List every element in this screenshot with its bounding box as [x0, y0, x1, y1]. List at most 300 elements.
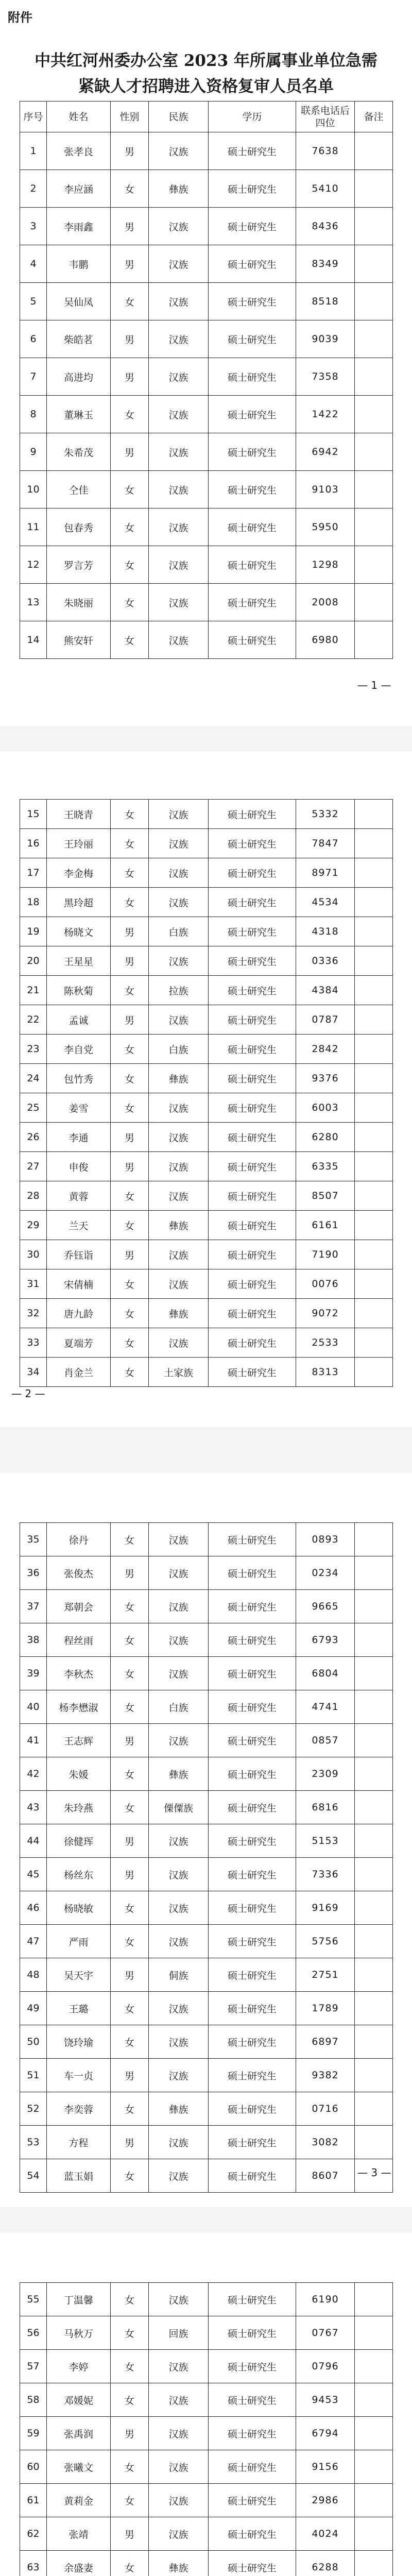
- cell-degree: 硕士研究生: [209, 358, 296, 396]
- header-degree: 学历: [209, 101, 296, 132]
- cell-name: 黄蓉: [47, 1181, 111, 1211]
- cell-name: 兰天: [47, 1211, 111, 1240]
- table-row: [20, 1123, 393, 1152]
- cell-ethnicity: 汉族: [149, 2450, 209, 2484]
- cell-degree: 硕士研究生: [209, 829, 296, 858]
- cell-remark: [355, 2126, 393, 2159]
- cell-gender: 女: [111, 546, 149, 584]
- cell-phone: 9072: [296, 1299, 355, 1328]
- cell-phone: 6335: [296, 1152, 355, 1181]
- cell-name: 蓝玉娟: [47, 2159, 111, 2193]
- cell-gender: 女: [111, 2450, 149, 2484]
- table-row: [20, 584, 393, 621]
- cell-degree: 硕士研究生: [209, 1523, 296, 1556]
- cell-remark: [355, 396, 393, 433]
- cell-phone: 9376: [296, 1064, 355, 1093]
- cell-degree: 硕士研究生: [209, 546, 296, 584]
- cell-remark: [355, 1093, 393, 1123]
- cell-phone: 6942: [296, 433, 355, 471]
- cell-no: 51: [20, 2059, 47, 2092]
- cell-degree: 硕士研究生: [209, 1269, 296, 1299]
- cell-remark: [355, 1992, 393, 2025]
- cell-ethnicity: 土家族: [149, 1358, 209, 1387]
- cell-degree: 硕士研究生: [209, 2283, 296, 2316]
- cell-no: 31: [20, 1269, 47, 1299]
- cell-remark: [355, 2383, 393, 2417]
- cell-phone: 9665: [296, 1590, 355, 1623]
- table-row: [20, 2316, 393, 2350]
- cell-gender: 女: [111, 1211, 149, 1240]
- cell-gender: 女: [111, 2092, 149, 2126]
- cell-degree: 硕士研究生: [209, 2025, 296, 2059]
- cell-phone: 6280: [296, 1123, 355, 1152]
- cell-ethnicity: 彝族: [149, 170, 209, 208]
- table-row: [20, 1791, 393, 1824]
- cell-no: 39: [20, 1657, 47, 1690]
- cell-no: 63: [20, 2551, 47, 2576]
- cell-no: 9: [20, 433, 47, 471]
- document-page-3: [0, 1473, 412, 2207]
- cell-name: 朱希茂: [47, 433, 111, 471]
- cell-degree: 硕士研究生: [209, 1328, 296, 1358]
- table-row: [20, 1690, 393, 1724]
- cell-gender: 女: [111, 283, 149, 320]
- cell-name: 程丝雨: [47, 1623, 111, 1657]
- cell-gender: 女: [111, 1590, 149, 1623]
- cell-no: 10: [20, 471, 47, 509]
- cell-degree: 硕士研究生: [209, 396, 296, 433]
- cell-gender: 男: [111, 2417, 149, 2450]
- cell-degree: 硕士研究生: [209, 2551, 296, 2576]
- table-row: [20, 1757, 393, 1791]
- table-row: [20, 1858, 393, 1891]
- cell-name: 杨晓敏: [47, 1891, 111, 1925]
- cell-ethnicity: 汉族: [149, 1093, 209, 1123]
- cell-phone: 2842: [296, 1035, 355, 1064]
- cell-remark: [355, 829, 393, 858]
- table-row: [20, 1005, 393, 1035]
- cell-remark: [355, 1590, 393, 1623]
- cell-gender: 女: [111, 1035, 149, 1064]
- cell-gender: 女: [111, 976, 149, 1005]
- cell-ethnicity: 汉族: [149, 132, 209, 170]
- table-row: [20, 2417, 393, 2450]
- cell-phone: 0336: [296, 946, 355, 976]
- cell-ethnicity: 汉族: [149, 471, 209, 509]
- cell-degree: 硕士研究生: [209, 1299, 296, 1328]
- cell-degree: 硕士研究生: [209, 2059, 296, 2092]
- cell-degree: 硕士研究生: [209, 208, 296, 245]
- table-row: [20, 2059, 393, 2092]
- table-row: [20, 2450, 393, 2484]
- table-row: [20, 245, 393, 283]
- cell-name: 高进均: [47, 358, 111, 396]
- cell-gender: 女: [111, 2551, 149, 2576]
- cell-name: 朱晓丽: [47, 584, 111, 621]
- table-row: [20, 358, 393, 396]
- cell-ethnicity: 汉族: [149, 1858, 209, 1891]
- cell-remark: [355, 2059, 393, 2092]
- cell-remark: [355, 1891, 393, 1925]
- cell-phone: 0076: [296, 1269, 355, 1299]
- cell-gender: 男: [111, 1556, 149, 1590]
- cell-ethnicity: 汉族: [149, 1623, 209, 1657]
- cell-degree: 硕士研究生: [209, 1123, 296, 1152]
- cell-phone: 5756: [296, 1925, 355, 1958]
- cell-no: 62: [20, 2517, 47, 2551]
- cell-phone: 5950: [296, 509, 355, 546]
- page-number-1: — 1 —: [357, 679, 391, 691]
- cell-name: 包春秀: [47, 509, 111, 546]
- cell-gender: 女: [111, 1757, 149, 1791]
- cell-no: 1: [20, 132, 47, 170]
- cell-ethnicity: 彝族: [149, 1757, 209, 1791]
- cell-phone: 8507: [296, 1181, 355, 1211]
- cell-remark: [355, 976, 393, 1005]
- cell-name: 郑朝会: [47, 1590, 111, 1623]
- cell-ethnicity: 汉族: [149, 888, 209, 917]
- cell-no: 59: [20, 2417, 47, 2450]
- cell-name: 李应涵: [47, 170, 111, 208]
- cell-phone: 0796: [296, 2350, 355, 2383]
- table-row: [20, 917, 393, 946]
- cell-degree: 硕士研究生: [209, 1858, 296, 1891]
- cell-phone: 0716: [296, 2092, 355, 2126]
- cell-degree: 硕士研究生: [209, 2517, 296, 2551]
- cell-name: 杨丝东: [47, 1858, 111, 1891]
- cell-no: 25: [20, 1093, 47, 1123]
- cell-phone: 6161: [296, 1211, 355, 1240]
- cell-no: 28: [20, 1181, 47, 1211]
- cell-phone: 6190: [296, 2283, 355, 2316]
- cell-phone: 9039: [296, 320, 355, 358]
- cell-degree: 硕士研究生: [209, 1064, 296, 1093]
- cell-degree: 硕士研究生: [209, 1035, 296, 1064]
- cell-no: 21: [20, 976, 47, 1005]
- cell-remark: [355, 170, 393, 208]
- table-row: [20, 946, 393, 976]
- cell-name: 李婷: [47, 2350, 111, 2383]
- table-row: [20, 1035, 393, 1064]
- cell-gender: 男: [111, 208, 149, 245]
- table-row: [20, 433, 393, 471]
- cell-phone: 6816: [296, 1791, 355, 1824]
- cell-phone: 8349: [296, 245, 355, 283]
- cell-remark: [355, 1657, 393, 1690]
- cell-ethnicity: 汉族: [149, 546, 209, 584]
- cell-remark: [355, 2316, 393, 2350]
- cell-remark: [355, 1181, 393, 1211]
- cell-ethnicity: 汉族: [149, 2517, 209, 2551]
- cell-no: 34: [20, 1358, 47, 1387]
- header-name: 姓名: [47, 101, 111, 132]
- cell-gender: 男: [111, 917, 149, 946]
- cell-no: 38: [20, 1623, 47, 1657]
- cell-phone: 0857: [296, 1724, 355, 1757]
- cell-ethnicity: 彝族: [149, 1299, 209, 1328]
- cell-remark: [355, 888, 393, 917]
- cell-gender: 男: [111, 1005, 149, 1035]
- cell-gender: 女: [111, 509, 149, 546]
- cell-name: 车一贞: [47, 2059, 111, 2092]
- cell-degree: 硕士研究生: [209, 1925, 296, 1958]
- cell-no: 16: [20, 829, 47, 858]
- cell-phone: 4024: [296, 2517, 355, 2551]
- cell-name: 宋倩楠: [47, 1269, 111, 1299]
- table-row: [20, 132, 393, 170]
- cell-no: 43: [20, 1791, 47, 1824]
- cell-degree: 硕士研究生: [209, 2350, 296, 2383]
- page-separator: [0, 1427, 412, 1473]
- cell-no: 22: [20, 1005, 47, 1035]
- cell-name: 严雨: [47, 1925, 111, 1958]
- cell-ethnicity: 彝族: [149, 1064, 209, 1093]
- cell-degree: 硕士研究生: [209, 471, 296, 509]
- cell-no: 27: [20, 1152, 47, 1181]
- cell-gender: 女: [111, 621, 149, 659]
- cell-ethnicity: 白族: [149, 917, 209, 946]
- cell-remark: [355, 245, 393, 283]
- cell-degree: 硕士研究生: [209, 132, 296, 170]
- table-row: [20, 1590, 393, 1623]
- cell-degree: 硕士研究生: [209, 917, 296, 946]
- cell-ethnicity: 汉族: [149, 1123, 209, 1152]
- cell-ethnicity: 汉族: [149, 1657, 209, 1690]
- cell-phone: 5332: [296, 800, 355, 829]
- candidate-table-page-3: [20, 1522, 393, 2193]
- cell-ethnicity: 汉族: [149, 245, 209, 283]
- cell-gender: 女: [111, 1269, 149, 1299]
- cell-no: 55: [20, 2283, 47, 2316]
- cell-remark: [355, 509, 393, 546]
- cell-phone: 6804: [296, 1657, 355, 1690]
- cell-no: 24: [20, 1064, 47, 1093]
- cell-remark: [355, 1211, 393, 1240]
- document-title-line-1: 中共红河州委办公室 2023 年所属事业单位急需: [35, 52, 377, 70]
- cell-gender: 男: [111, 1724, 149, 1757]
- cell-gender: 女: [111, 1064, 149, 1093]
- cell-degree: 硕士研究生: [209, 1211, 296, 1240]
- cell-no: 20: [20, 946, 47, 976]
- cell-gender: 女: [111, 1328, 149, 1358]
- cell-phone: 0767: [296, 2316, 355, 2350]
- cell-degree: 硕士研究生: [209, 1556, 296, 1590]
- cell-no: 4: [20, 245, 47, 283]
- cell-name: 徐丹: [47, 1523, 111, 1556]
- cell-name: 柴皓茗: [47, 320, 111, 358]
- header-no: 序号: [20, 101, 47, 132]
- cell-gender: 女: [111, 471, 149, 509]
- cell-degree: 硕士研究生: [209, 621, 296, 659]
- table-row: [20, 1891, 393, 1925]
- cell-name: 董琳玉: [47, 396, 111, 433]
- cell-gender: 男: [111, 1240, 149, 1269]
- cell-remark: [355, 1523, 393, 1556]
- cell-phone: 6794: [296, 2417, 355, 2450]
- cell-ethnicity: 汉族: [149, 800, 209, 829]
- header-ethnicity: 民族: [149, 101, 209, 132]
- cell-remark: [355, 546, 393, 584]
- table-row: [20, 888, 393, 917]
- cell-gender: 男: [111, 2126, 149, 2159]
- cell-gender: 男: [111, 1824, 149, 1858]
- page-separator: [0, 2207, 412, 2233]
- table-row: [20, 1824, 393, 1858]
- cell-no: 29: [20, 1211, 47, 1240]
- cell-degree: 硕士研究生: [209, 2383, 296, 2417]
- cell-degree: 硕士研究生: [209, 1093, 296, 1123]
- cell-name: 方程: [47, 2126, 111, 2159]
- cell-gender: 男: [111, 1958, 149, 1992]
- cell-ethnicity: 汉族: [149, 584, 209, 621]
- cell-remark: [355, 471, 393, 509]
- cell-gender: 男: [111, 1123, 149, 1152]
- cell-gender: 女: [111, 1690, 149, 1724]
- cell-no: 42: [20, 1757, 47, 1791]
- cell-phone: 4384: [296, 976, 355, 1005]
- cell-name: 仝佳: [47, 471, 111, 509]
- cell-gender: 女: [111, 888, 149, 917]
- cell-phone: 6897: [296, 2025, 355, 2059]
- cell-phone: 6793: [296, 1623, 355, 1657]
- cell-remark: [355, 1064, 393, 1093]
- cell-gender: 男: [111, 946, 149, 976]
- cell-no: 57: [20, 2350, 47, 2383]
- cell-ethnicity: 汉族: [149, 320, 209, 358]
- table-row: [20, 320, 393, 358]
- cell-gender: 女: [111, 2484, 149, 2517]
- cell-phone: 2309: [296, 1757, 355, 1791]
- cell-remark: [355, 320, 393, 358]
- cell-name: 唐九龄: [47, 1299, 111, 1328]
- cell-degree: 硕士研究生: [209, 946, 296, 976]
- cell-gender: 男: [111, 320, 149, 358]
- cell-remark: [355, 1690, 393, 1724]
- cell-name: 张靖: [47, 2517, 111, 2551]
- cell-ethnicity: 汉族: [149, 1724, 209, 1757]
- cell-ethnicity: 彝族: [149, 2551, 209, 2576]
- cell-phone: 2008: [296, 584, 355, 621]
- cell-gender: 女: [111, 858, 149, 888]
- cell-name: 李金梅: [47, 858, 111, 888]
- cell-ethnicity: 白族: [149, 1035, 209, 1064]
- table-row: [20, 1958, 393, 1992]
- cell-name: 饶玲瑜: [47, 2025, 111, 2059]
- table-row: [20, 2092, 393, 2126]
- cell-no: 49: [20, 1992, 47, 2025]
- candidate-table-page-2: [20, 799, 393, 1387]
- page-separator: [0, 726, 412, 752]
- cell-no: 32: [20, 1299, 47, 1328]
- table-row: [20, 2283, 393, 2316]
- cell-no: 2: [20, 170, 47, 208]
- cell-ethnicity: 汉族: [149, 2059, 209, 2092]
- cell-ethnicity: 汉族: [149, 2350, 209, 2383]
- cell-remark: [355, 1005, 393, 1035]
- cell-ethnicity: 汉族: [149, 1556, 209, 1590]
- table-row: [20, 976, 393, 1005]
- cell-degree: 硕士研究生: [209, 888, 296, 917]
- cell-phone: 4318: [296, 917, 355, 946]
- cell-gender: 女: [111, 800, 149, 829]
- cell-remark: [355, 1724, 393, 1757]
- cell-name: 丁温馨: [47, 2283, 111, 2316]
- cell-ethnicity: 汉族: [149, 2484, 209, 2517]
- cell-remark: [355, 1556, 393, 1590]
- table-row: [20, 1523, 393, 1556]
- cell-remark: [355, 1623, 393, 1657]
- cell-ethnicity: 拉族: [149, 976, 209, 1005]
- cell-remark: [355, 1824, 393, 1858]
- cell-remark: [355, 2450, 393, 2484]
- cell-phone: 0787: [296, 1005, 355, 1035]
- cell-remark: [355, 1328, 393, 1358]
- cell-phone: 8313: [296, 1358, 355, 1387]
- cell-ethnicity: 汉族: [149, 1925, 209, 1958]
- table-row: [20, 208, 393, 245]
- cell-ethnicity: 彝族: [149, 1211, 209, 1240]
- cell-degree: 硕士研究生: [209, 1152, 296, 1181]
- cell-phone: 4534: [296, 888, 355, 917]
- document-page-2: [0, 752, 412, 1427]
- cell-gender: 女: [111, 2316, 149, 2350]
- cell-no: 41: [20, 1724, 47, 1757]
- cell-degree: 硕士研究生: [209, 433, 296, 471]
- cell-gender: 男: [111, 1152, 149, 1181]
- cell-no: 61: [20, 2484, 47, 2517]
- cell-gender: 男: [111, 132, 149, 170]
- cell-ethnicity: 汉族: [149, 1328, 209, 1358]
- cell-phone: 7336: [296, 1858, 355, 1891]
- cell-phone: 9169: [296, 1891, 355, 1925]
- cell-name: 李奕蓉: [47, 2092, 111, 2126]
- cell-phone: 7190: [296, 1240, 355, 1269]
- cell-remark: [355, 946, 393, 976]
- cell-ethnicity: 傈僳族: [149, 1791, 209, 1824]
- cell-no: 60: [20, 2450, 47, 2484]
- table-row: [20, 1093, 393, 1123]
- cell-gender: 女: [111, 2283, 149, 2316]
- cell-degree: 硕士研究生: [209, 1791, 296, 1824]
- cell-degree: 硕士研究生: [209, 2450, 296, 2484]
- cell-phone: 9156: [296, 2450, 355, 2484]
- cell-no: 19: [20, 917, 47, 946]
- table-row: [20, 1724, 393, 1757]
- cell-no: 6: [20, 320, 47, 358]
- cell-no: 53: [20, 2126, 47, 2159]
- cell-phone: 1789: [296, 1992, 355, 2025]
- cell-ethnicity: 汉族: [149, 2383, 209, 2417]
- cell-remark: [355, 584, 393, 621]
- table-row: [20, 2126, 393, 2159]
- cell-gender: 女: [111, 1093, 149, 1123]
- cell-no: 11: [20, 509, 47, 546]
- table-row: [20, 2350, 393, 2383]
- cell-no: 18: [20, 888, 47, 917]
- table-row: [20, 1623, 393, 1657]
- cell-phone: 2986: [296, 2484, 355, 2517]
- cell-degree: 硕士研究生: [209, 2159, 296, 2193]
- table-row: [20, 471, 393, 509]
- cell-ethnicity: 侗族: [149, 1958, 209, 1992]
- cell-phone: 7358: [296, 358, 355, 396]
- cell-name: 黑玲超: [47, 888, 111, 917]
- table-row: [20, 1358, 393, 1387]
- cell-ethnicity: 彝族: [149, 2092, 209, 2126]
- cell-degree: 硕士研究生: [209, 1724, 296, 1757]
- candidate-table-page-1: [20, 101, 393, 659]
- table-row: [20, 1556, 393, 1590]
